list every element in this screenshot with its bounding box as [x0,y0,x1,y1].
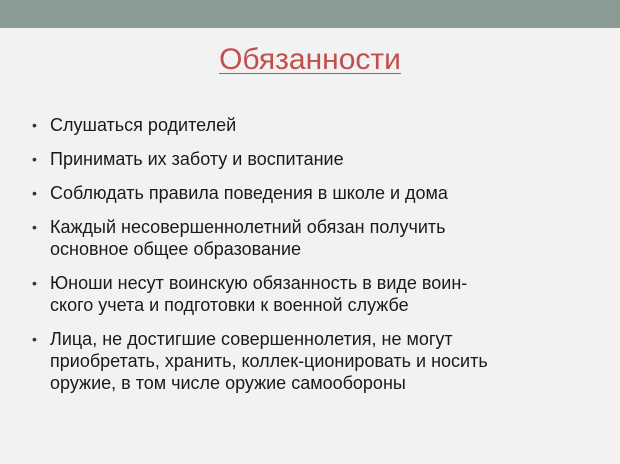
list-item [30,216,600,260]
list-item [30,272,600,316]
list-item [30,328,600,394]
list-item [30,148,600,170]
bullet-icon: • [32,219,37,235]
bullet-icon: • [32,185,37,201]
list-item-text: Лица, не достигшие совершеннолетия, не могут приобретать, хранить, коллек-ционировать и носить оружие, в том числе оружие самообороны [50,329,488,393]
top-bar [0,0,620,28]
bullet-list [30,114,600,406]
list-item-text: Юноши несут воинскую обязанность в виде воин- ского учета и подготовки к военной службе [50,273,468,315]
list-item-text: Соблюдать правила поведения в школе и дома [50,183,448,203]
list-item-text: Слушаться родителей [50,115,237,135]
bullet-icon: • [32,151,37,167]
list-item [30,114,600,136]
bullet-icon: • [32,331,37,347]
list-item-text: Каждый несовершеннолетний обязан получить основное общее образование [50,217,446,259]
slide-title: Обязанности [219,43,401,76]
bullet-icon: • [32,117,37,133]
list-item [30,182,600,204]
bullet-icon: • [32,275,37,291]
list-item-text: Принимать их заботу и воспитание [50,149,344,169]
